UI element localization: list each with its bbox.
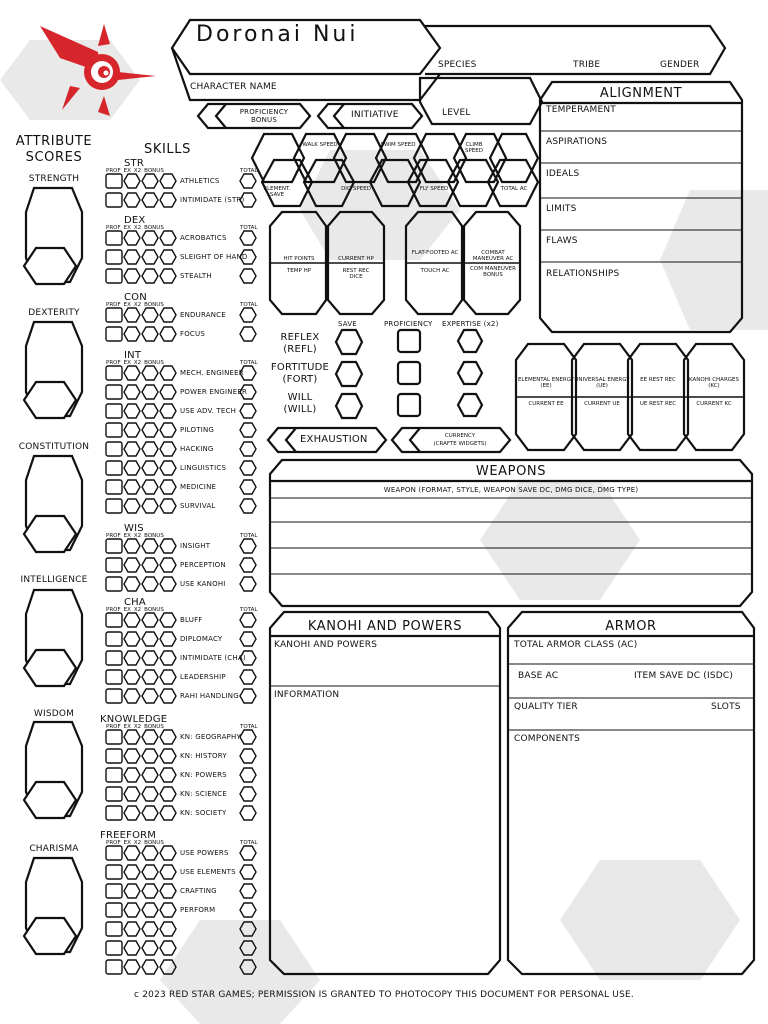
gender-label: GENDER bbox=[660, 60, 700, 70]
skill-bonus-slot[interactable] bbox=[142, 231, 158, 245]
skill-bonus-slot[interactable] bbox=[142, 768, 158, 782]
current-hp-label: CURRENT HP bbox=[338, 256, 374, 262]
skill-total-slot[interactable] bbox=[240, 787, 256, 801]
skill-bonus-slot[interactable] bbox=[124, 670, 140, 684]
attribute-label: WISDOM bbox=[33, 709, 75, 719]
skill-bonus-slot[interactable] bbox=[142, 613, 158, 627]
skill-bonus-slot[interactable] bbox=[160, 308, 176, 322]
skill-column-headers: PROF EX X2 BONUS bbox=[106, 302, 164, 308]
skill-column-headers: PROF EX X2 BONUS bbox=[106, 840, 164, 846]
skill-bonus-slot[interactable] bbox=[124, 787, 140, 801]
skill-total-slot[interactable] bbox=[240, 884, 256, 898]
skill-bonus-slot[interactable] bbox=[142, 480, 158, 494]
initiative-label: INITIATIVE bbox=[351, 110, 399, 120]
skill-name: DIPLOMACY bbox=[180, 635, 223, 643]
components-label: COMPONENTS bbox=[514, 734, 581, 744]
skill-name: LEADERSHIP bbox=[180, 673, 226, 681]
skill-bonus-slot[interactable] bbox=[142, 250, 158, 264]
kanohi-field-label: KANOHI AND POWERS bbox=[274, 640, 378, 650]
skill-bonus-slot[interactable] bbox=[142, 193, 158, 207]
skill-bonus-slot[interactable] bbox=[142, 806, 158, 820]
skill-total-slot[interactable] bbox=[240, 404, 256, 418]
skill-total-slot[interactable] bbox=[240, 231, 256, 245]
dig-speed-label: DIG SPEED bbox=[341, 186, 371, 192]
skill-bonus-slot[interactable] bbox=[142, 577, 158, 591]
skill-total-slot[interactable] bbox=[240, 480, 256, 494]
skill-bonus-slot[interactable] bbox=[124, 632, 140, 646]
attribute-label: STRENGTH bbox=[28, 174, 80, 184]
character-name-value[interactable]: Doronai Nui bbox=[196, 22, 359, 47]
combat-maneuver-ac-label: COMBAT MANEUVER AC bbox=[472, 250, 514, 262]
skill-proficiency-checkbox[interactable] bbox=[106, 366, 122, 380]
skill-name: HACKING bbox=[180, 445, 214, 453]
skill-bonus-slot[interactable] bbox=[160, 670, 176, 684]
skill-bonus-slot[interactable] bbox=[142, 960, 158, 974]
skill-bonus-slot[interactable] bbox=[124, 499, 140, 513]
skill-bonus-slot[interactable] bbox=[124, 250, 140, 264]
skill-proficiency-checkbox[interactable] bbox=[106, 269, 122, 283]
skill-total-header: TOTAL bbox=[240, 360, 258, 366]
skill-column-headers: PROF EX X2 BONUS bbox=[106, 533, 164, 539]
skill-bonus-slot[interactable] bbox=[142, 327, 158, 341]
skill-bonus-slot[interactable] bbox=[160, 689, 176, 703]
skill-bonus-slot[interactable] bbox=[124, 941, 140, 955]
skill-proficiency-checkbox[interactable] bbox=[106, 960, 122, 974]
skill-bonus-slot[interactable] bbox=[124, 903, 140, 917]
skill-bonus-slot[interactable] bbox=[124, 442, 140, 456]
item-save-dc-label: ITEM SAVE DC (ISDC) bbox=[634, 671, 734, 681]
reflex-save-label: REFLEX (REFL) bbox=[280, 332, 320, 355]
skill-bonus-slot[interactable] bbox=[160, 651, 176, 665]
energy-bottom-label: CURRENT UE bbox=[584, 401, 620, 407]
energy-top-label: ELEMENTAL ENERGY (EE) bbox=[517, 377, 575, 389]
skill-total-slot[interactable] bbox=[240, 269, 256, 283]
skill-bonus-slot[interactable] bbox=[160, 787, 176, 801]
skill-name: SURVIVAL bbox=[180, 502, 216, 510]
skill-bonus-slot[interactable] bbox=[160, 558, 176, 572]
skill-total-slot[interactable] bbox=[240, 632, 256, 646]
kanohi-frame bbox=[270, 612, 500, 974]
walk-speed-label: WALK SPEED bbox=[302, 142, 338, 148]
temp-hp-label: TEMP HP bbox=[286, 268, 312, 274]
skill-proficiency-checkbox[interactable] bbox=[106, 922, 122, 936]
skill-proficiency-checkbox[interactable] bbox=[106, 577, 122, 591]
skill-proficiency-checkbox[interactable] bbox=[106, 787, 122, 801]
skill-total-slot[interactable] bbox=[240, 730, 256, 744]
base-ac-label: BASE AC bbox=[518, 671, 559, 681]
skill-bonus-slot[interactable] bbox=[142, 749, 158, 763]
skill-total-slot[interactable] bbox=[240, 846, 256, 860]
skill-column-headers: PROF EX X2 BONUS bbox=[106, 607, 164, 613]
species-label: SPECIES bbox=[438, 60, 477, 70]
skill-name: PILOTING bbox=[180, 426, 215, 434]
skill-proficiency-checkbox[interactable] bbox=[106, 749, 122, 763]
skill-bonus-slot[interactable] bbox=[124, 922, 140, 936]
weapons-subtitle: WEAPON (FORMAT, STYLE, WEAPON SAVE DC, DMG DICE, DMG TYPE) bbox=[383, 486, 639, 494]
skill-bonus-slot[interactable] bbox=[124, 865, 140, 879]
skill-bonus-slot[interactable] bbox=[160, 768, 176, 782]
skill-bonus-slot[interactable] bbox=[142, 499, 158, 513]
skill-bonus-slot[interactable] bbox=[160, 846, 176, 860]
skill-bonus-slot[interactable] bbox=[124, 768, 140, 782]
energy-bottom-label: CURRENT KC bbox=[696, 401, 732, 407]
skill-bonus-slot[interactable] bbox=[142, 730, 158, 744]
skill-total-slot[interactable] bbox=[240, 577, 256, 591]
skill-bonus-slot[interactable] bbox=[124, 174, 140, 188]
copyright-footer: c 2023 RED STAR GAMES; PERMISSION IS GRANTED TO PHOTOCOPY THIS DOCUMENT FOR PERSONAL USE. bbox=[134, 990, 634, 1000]
information-field-label: INFORMATION bbox=[274, 690, 340, 700]
skill-bonus-slot[interactable] bbox=[160, 327, 176, 341]
skill-total-slot[interactable] bbox=[240, 174, 256, 188]
skill-name: PERFORM bbox=[180, 906, 216, 914]
skill-bonus-slot[interactable] bbox=[160, 922, 176, 936]
skill-total-slot[interactable] bbox=[240, 442, 256, 456]
skill-name: USE KANOHI bbox=[180, 580, 226, 588]
skill-bonus-slot[interactable] bbox=[124, 613, 140, 627]
skill-bonus-slot[interactable] bbox=[142, 632, 158, 646]
skill-bonus-slot[interactable] bbox=[160, 269, 176, 283]
kanohi-title: KANOHI AND POWERS bbox=[307, 619, 463, 634]
skill-proficiency-checkbox[interactable] bbox=[106, 461, 122, 475]
weapons-title: WEAPONS bbox=[475, 464, 547, 479]
attribute-label: INTELLIGENCE bbox=[20, 575, 88, 585]
skill-bonus-slot[interactable] bbox=[160, 749, 176, 763]
skill-bonus-slot[interactable] bbox=[142, 846, 158, 860]
skill-bonus-slot[interactable] bbox=[124, 651, 140, 665]
skill-bonus-slot[interactable] bbox=[142, 787, 158, 801]
skill-proficiency-checkbox[interactable] bbox=[106, 651, 122, 665]
skill-bonus-slot[interactable] bbox=[124, 461, 140, 475]
skill-total-slot[interactable] bbox=[240, 558, 256, 572]
skill-bonus-slot[interactable] bbox=[160, 231, 176, 245]
skill-bonus-slot[interactable] bbox=[124, 423, 140, 437]
skill-group-heading: STR bbox=[124, 158, 145, 169]
energy-top-label: EE REST REC bbox=[640, 377, 676, 383]
attribute-label: CHARISMA bbox=[29, 844, 79, 854]
skill-name: CRAFTING bbox=[180, 887, 217, 895]
alignment-field-label: IDEALS bbox=[546, 169, 580, 179]
skill-total-slot[interactable] bbox=[240, 499, 256, 513]
skill-bonus-slot[interactable] bbox=[160, 461, 176, 475]
skill-proficiency-checkbox[interactable] bbox=[106, 250, 122, 264]
skill-bonus-slot[interactable] bbox=[142, 461, 158, 475]
skill-proficiency-checkbox[interactable] bbox=[106, 689, 122, 703]
attribute-shapes bbox=[24, 188, 82, 954]
skill-column-headers: PROF EX X2 BONUS bbox=[106, 360, 164, 366]
skill-total-slot[interactable] bbox=[240, 327, 256, 341]
skill-proficiency-checkbox[interactable] bbox=[106, 613, 122, 627]
skill-name: MECH. ENGINEER bbox=[180, 369, 244, 377]
skills-title: SKILLS bbox=[144, 142, 191, 157]
skill-total-slot[interactable] bbox=[240, 903, 256, 917]
skill-group-heading: WIS bbox=[124, 523, 144, 534]
skill-total-header: TOTAL bbox=[240, 225, 258, 231]
slots-label: SLOTS bbox=[711, 702, 741, 712]
attribute-label: DEXTERITY bbox=[28, 308, 80, 318]
skill-column-headers: PROF EX X2 BONUS bbox=[106, 168, 164, 174]
skill-bonus-slot[interactable] bbox=[160, 730, 176, 744]
skill-proficiency-checkbox[interactable] bbox=[106, 231, 122, 245]
skill-total-header: TOTAL bbox=[240, 724, 258, 730]
skill-bonus-slot[interactable] bbox=[124, 846, 140, 860]
skill-bonus-slot[interactable] bbox=[142, 922, 158, 936]
proficiency-bonus-label: PROFICIENCY BONUS bbox=[239, 108, 289, 124]
skill-bonus-slot[interactable] bbox=[124, 806, 140, 820]
skill-group-heading: FREEFORM bbox=[100, 830, 157, 841]
skill-proficiency-checkbox[interactable] bbox=[106, 846, 122, 860]
touch-ac-label: TOUCH AC bbox=[420, 268, 450, 274]
fortitude-save-label: FORTITUDE (FORT) bbox=[270, 362, 330, 385]
skill-bonus-slot[interactable] bbox=[124, 558, 140, 572]
skill-bonus-slot[interactable] bbox=[160, 806, 176, 820]
skill-bonus-slot[interactable] bbox=[160, 577, 176, 591]
swim-speed-label: SWIM SPEED bbox=[380, 142, 416, 148]
skill-bonus-slot[interactable] bbox=[124, 749, 140, 763]
skill-name: POWER ENGINEER bbox=[180, 388, 248, 396]
skill-bonus-slot[interactable] bbox=[160, 884, 176, 898]
skill-proficiency-checkbox[interactable] bbox=[106, 480, 122, 494]
skill-total-slot[interactable] bbox=[240, 768, 256, 782]
skill-name: ACROBATICS bbox=[180, 234, 227, 242]
skill-name: USE POWERS bbox=[180, 849, 229, 857]
alignment-title: ALIGNMENT bbox=[599, 86, 683, 101]
skill-total-slot[interactable] bbox=[240, 539, 256, 553]
skill-proficiency-checkbox[interactable] bbox=[106, 884, 122, 898]
skill-bonus-slot[interactable] bbox=[160, 632, 176, 646]
skill-bonus-slot[interactable] bbox=[160, 250, 176, 264]
skill-total-slot[interactable] bbox=[240, 806, 256, 820]
skill-column-headers: PROF EX X2 BONUS bbox=[106, 225, 164, 231]
character-name-label: CHARACTER NAME bbox=[190, 82, 277, 92]
alignment-field-label: LIMITS bbox=[546, 204, 577, 214]
total-armor-class-label: TOTAL ARMOR CLASS (AC) bbox=[514, 640, 638, 650]
skill-total-slot[interactable] bbox=[240, 613, 256, 627]
skill-proficiency-checkbox[interactable] bbox=[106, 327, 122, 341]
skill-bonus-slot[interactable] bbox=[142, 174, 158, 188]
skill-total-slot[interactable] bbox=[240, 308, 256, 322]
skill-name: FOCUS bbox=[180, 330, 205, 338]
skill-name: STEALTH bbox=[180, 272, 212, 280]
skill-proficiency-checkbox[interactable] bbox=[106, 903, 122, 917]
skill-name: USE ADV. TECH bbox=[180, 407, 237, 415]
skill-bonus-slot[interactable] bbox=[160, 903, 176, 917]
skill-bonus-slot[interactable] bbox=[142, 884, 158, 898]
skill-bonus-slot[interactable] bbox=[160, 193, 176, 207]
alignment-field-label: FLAWS bbox=[546, 236, 578, 246]
skill-bonus-slot[interactable] bbox=[142, 308, 158, 322]
alignment-field-label: RELATIONSHIPS bbox=[546, 269, 620, 279]
skill-bonus-slot[interactable] bbox=[160, 404, 176, 418]
skill-bonus-slot[interactable] bbox=[124, 730, 140, 744]
rest-rec-dice-label: REST REC DICE bbox=[342, 268, 370, 280]
skill-bonus-slot[interactable] bbox=[160, 865, 176, 879]
skill-bonus-slot[interactable] bbox=[142, 404, 158, 418]
flat-footed-ac-label: FLAT-FOOTED AC bbox=[411, 250, 459, 256]
skill-total-slot[interactable] bbox=[240, 689, 256, 703]
energy-bottom-label: CURRENT EE bbox=[528, 401, 564, 407]
skill-bonus-slot[interactable] bbox=[142, 423, 158, 437]
energy-bottom-label: UE REST REC bbox=[639, 401, 677, 407]
skill-total-slot[interactable] bbox=[240, 749, 256, 763]
skill-name: KN: POWERS bbox=[180, 771, 227, 779]
skill-bonus-slot[interactable] bbox=[124, 385, 140, 399]
skill-bonus-slot[interactable] bbox=[142, 941, 158, 955]
skill-name: MEDICINE bbox=[180, 483, 217, 491]
skill-bonus-slot[interactable] bbox=[124, 960, 140, 974]
skill-bonus-slot[interactable] bbox=[160, 174, 176, 188]
skill-group-heading: CON bbox=[124, 292, 147, 303]
element-save-label: ELEMENT. SAVE bbox=[263, 186, 291, 198]
skill-proficiency-checkbox[interactable] bbox=[106, 174, 122, 188]
skill-bonus-slot[interactable] bbox=[160, 941, 176, 955]
skill-proficiency-checkbox[interactable] bbox=[106, 308, 122, 322]
skill-proficiency-checkbox[interactable] bbox=[106, 499, 122, 513]
skill-name: KN: HISTORY bbox=[180, 752, 227, 760]
currency-label: CURRENCY (CRAFTE WIDGETS) bbox=[433, 433, 487, 447]
quality-tier-label: QUALITY TIER bbox=[514, 702, 578, 712]
skill-total-header: TOTAL bbox=[240, 533, 258, 539]
skill-group-heading: KNOWLEDGE bbox=[100, 714, 168, 725]
skill-proficiency-checkbox[interactable] bbox=[106, 558, 122, 572]
level-label: LEVEL bbox=[442, 108, 471, 118]
save-header: SAVE bbox=[338, 320, 357, 328]
skill-bonus-slot[interactable] bbox=[124, 308, 140, 322]
skill-column-headers: PROF EX X2 BONUS bbox=[106, 724, 164, 730]
skill-proficiency-checkbox[interactable] bbox=[106, 385, 122, 399]
skill-bonus-slot[interactable] bbox=[160, 539, 176, 553]
skill-group-heading: CHA bbox=[124, 597, 146, 608]
exhaustion-label: EXHAUSTION bbox=[300, 434, 368, 445]
skill-total-header: TOTAL bbox=[240, 168, 258, 174]
skill-total-slot[interactable] bbox=[240, 865, 256, 879]
skill-total-header: TOTAL bbox=[240, 302, 258, 308]
alignment-field-label: ASPIRATIONS bbox=[546, 137, 608, 147]
skill-bonus-slot[interactable] bbox=[124, 404, 140, 418]
skill-bonus-slot[interactable] bbox=[142, 269, 158, 283]
skill-bonus-slot[interactable] bbox=[142, 903, 158, 917]
level-frame bbox=[420, 78, 542, 124]
skill-group-heading: DEX bbox=[124, 215, 146, 226]
skill-name: KN: SCIENCE bbox=[180, 790, 227, 798]
skill-name: INSIGHT bbox=[180, 542, 211, 550]
skill-bonus-slot[interactable] bbox=[160, 499, 176, 513]
skill-total-header: TOTAL bbox=[240, 840, 258, 846]
skill-proficiency-checkbox[interactable] bbox=[106, 941, 122, 955]
skill-bonus-slot[interactable] bbox=[160, 442, 176, 456]
skill-proficiency-checkbox[interactable] bbox=[106, 539, 122, 553]
alignment-field-label: TEMPERAMENT bbox=[546, 105, 616, 115]
skill-proficiency-checkbox[interactable] bbox=[106, 442, 122, 456]
skill-group-heading: INT bbox=[124, 350, 142, 361]
skill-bonus-slot[interactable] bbox=[142, 651, 158, 665]
skill-bonus-slot[interactable] bbox=[142, 385, 158, 399]
skill-name: KN: SOCIETY bbox=[180, 809, 227, 817]
skill-bonus-slot[interactable] bbox=[160, 423, 176, 437]
skill-proficiency-checkbox[interactable] bbox=[106, 670, 122, 684]
skill-bonus-slot[interactable] bbox=[142, 865, 158, 879]
fly-speed-label: FLY SPEED bbox=[419, 186, 449, 192]
skill-bonus-slot[interactable] bbox=[142, 558, 158, 572]
skill-bonus-slot[interactable] bbox=[160, 613, 176, 627]
skill-bonus-slot[interactable] bbox=[142, 670, 158, 684]
skill-name: INTIMIDATE (CHA) bbox=[180, 654, 246, 662]
skill-total-header: TOTAL bbox=[240, 607, 258, 613]
skill-bonus-slot[interactable] bbox=[124, 327, 140, 341]
combat-maneuver-bonus-label: COM MANEUVER BONUS bbox=[470, 266, 516, 278]
skill-bonus-slot[interactable] bbox=[124, 366, 140, 380]
attribute-scores-title: ATTRIBUTE SCORES bbox=[15, 134, 93, 165]
skill-proficiency-checkbox[interactable] bbox=[106, 423, 122, 437]
skill-name: ENDURANCE bbox=[180, 311, 226, 319]
skill-proficiency-checkbox[interactable] bbox=[106, 632, 122, 646]
skill-proficiency-checkbox[interactable] bbox=[106, 193, 122, 207]
skill-name: SLEIGHT OF HAND bbox=[180, 253, 248, 261]
skill-bonus-slot[interactable] bbox=[124, 539, 140, 553]
expertise-header: EXPERTISE (x2) bbox=[442, 320, 499, 328]
climb-speed-label: CLIMB SPEED bbox=[465, 142, 483, 154]
skill-proficiency-checkbox[interactable] bbox=[106, 865, 122, 879]
skill-name: INTIMIDATE (STR) bbox=[180, 196, 245, 204]
skill-bonus-slot[interactable] bbox=[124, 480, 140, 494]
skill-proficiency-checkbox[interactable] bbox=[106, 730, 122, 744]
energy-top-label: KANOHI CHARGES (KC) bbox=[688, 377, 739, 389]
skill-bonus-slot[interactable] bbox=[124, 689, 140, 703]
skill-name: RAHI HANDLING bbox=[180, 692, 239, 700]
will-save-label: WILL (WILL) bbox=[283, 392, 317, 415]
skill-bonus-slot[interactable] bbox=[142, 366, 158, 380]
tribe-label: TRIBE bbox=[573, 60, 601, 70]
skill-bonus-slot[interactable] bbox=[124, 884, 140, 898]
energy-top-label: UNIVERSAL ENERGY (UE) bbox=[574, 377, 630, 389]
skill-bonus-slot[interactable] bbox=[124, 193, 140, 207]
skill-bonus-slot[interactable] bbox=[142, 689, 158, 703]
skill-bonus-slot[interactable] bbox=[160, 366, 176, 380]
attribute-label: CONSTITUTION bbox=[18, 442, 90, 452]
skill-total-slot[interactable] bbox=[240, 670, 256, 684]
skill-name: ATHLETICS bbox=[180, 177, 220, 185]
skill-total-slot[interactable] bbox=[240, 423, 256, 437]
skill-name: USE ELEMENTS bbox=[180, 868, 236, 876]
total-ac-label: TOTAL AC bbox=[500, 186, 528, 192]
armor-title: ARMOR bbox=[605, 619, 657, 634]
skill-bonus-slot[interactable] bbox=[160, 385, 176, 399]
skill-proficiency-checkbox[interactable] bbox=[106, 806, 122, 820]
skill-name: LINGUISTICS bbox=[180, 464, 227, 472]
skill-name: PERCEPTION bbox=[180, 561, 226, 569]
skill-proficiency-checkbox[interactable] bbox=[106, 768, 122, 782]
skill-name: BLUFF bbox=[180, 616, 203, 624]
skill-bonus-slot[interactable] bbox=[142, 442, 158, 456]
skill-bonus-slot[interactable] bbox=[124, 269, 140, 283]
skill-bonus-slot[interactable] bbox=[124, 577, 140, 591]
skill-name: KN: GEOGRAPHY bbox=[180, 733, 241, 741]
skill-total-slot[interactable] bbox=[240, 461, 256, 475]
hit-points-label: HIT POINTS bbox=[283, 256, 315, 262]
skill-bonus-slot[interactable] bbox=[124, 231, 140, 245]
skill-bonus-slot[interactable] bbox=[142, 539, 158, 553]
skill-bonus-slot[interactable] bbox=[160, 480, 176, 494]
skill-proficiency-checkbox[interactable] bbox=[106, 404, 122, 418]
proficiency-header: PROFICIENCY bbox=[384, 320, 433, 328]
